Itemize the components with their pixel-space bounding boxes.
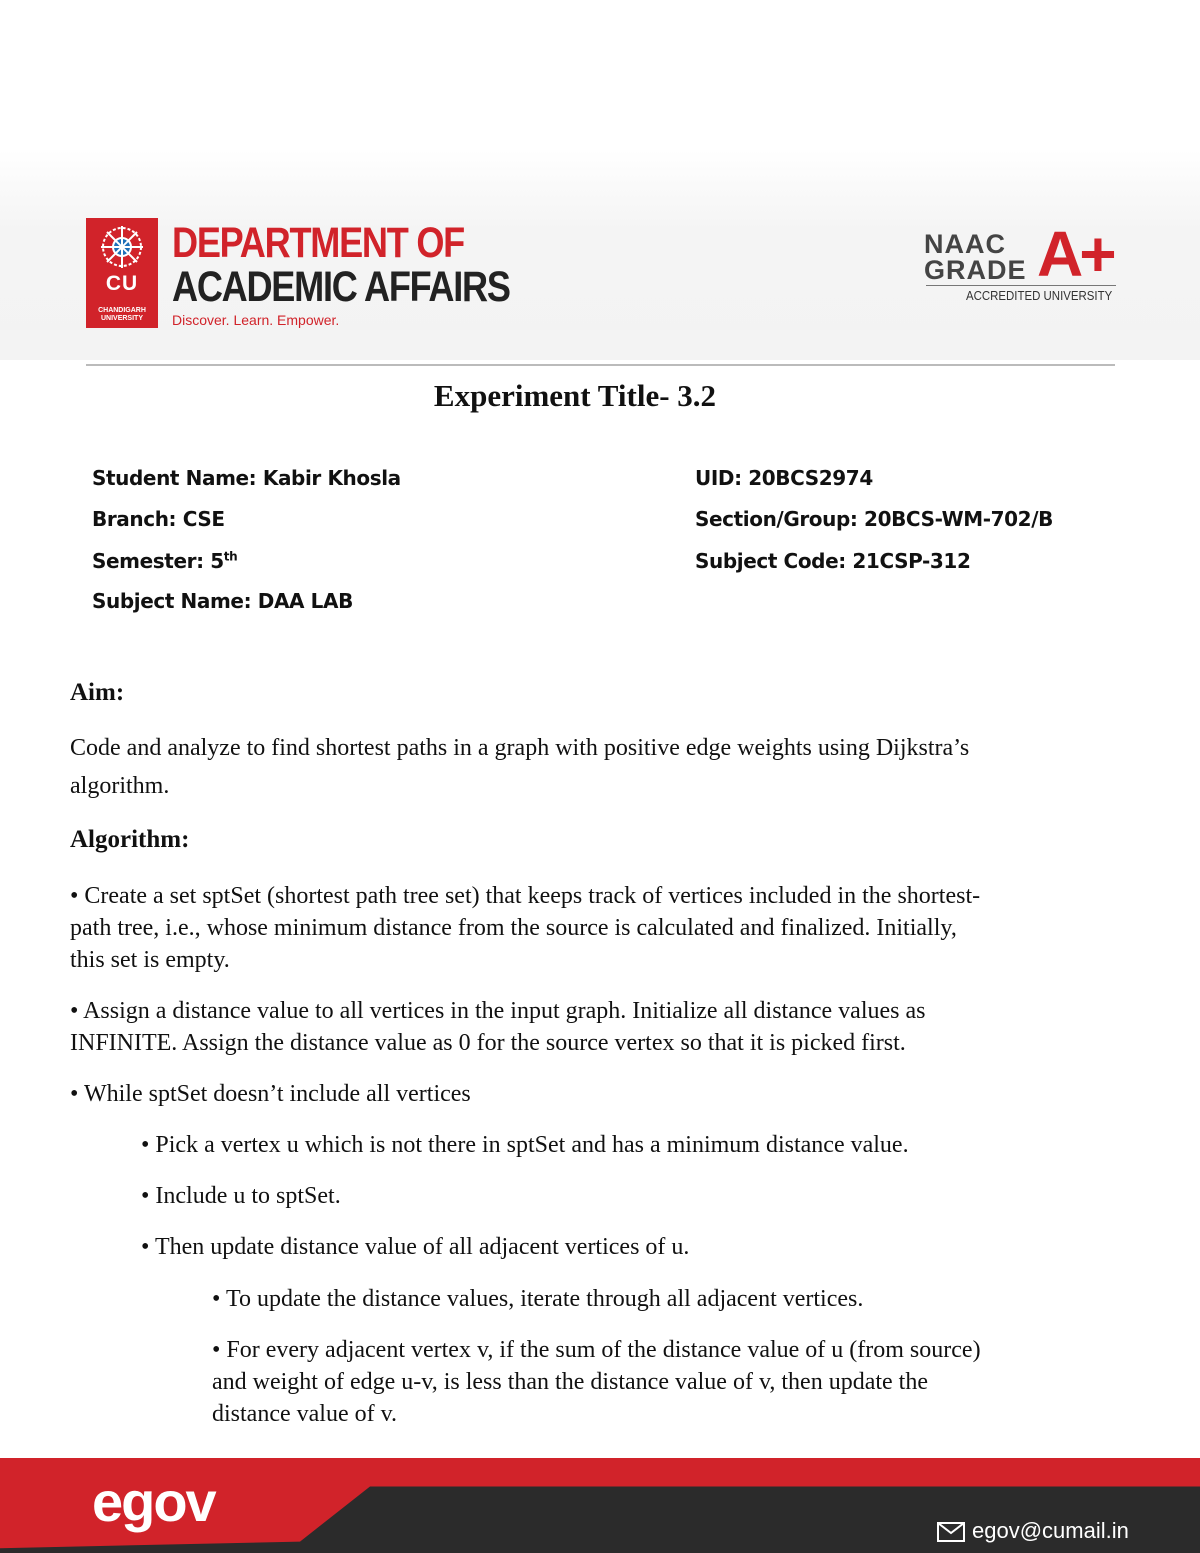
naac-grade-label: GRADE [924,255,1027,285]
student-uid: UID: 20BCS2974 [695,466,873,490]
naac-divider [926,285,1116,286]
student-branch: Branch: CSE [92,507,225,531]
aim-heading: Aim: [70,679,125,706]
algorithm-substep-2: • Include u to sptSet. [141,1183,341,1209]
algorithm-substep-3: • Then update distance value of all adjacent vertices of u. [141,1234,690,1260]
experiment-title: Experiment Title- 3.2 [433,378,717,413]
footer-email[interactable]: egov@cumail.in [972,1518,1129,1543]
university-logo [86,218,158,328]
algorithm-substep-1: • Pick a vertex u which is not there in sptSet and has a minimum distance value. [141,1132,909,1158]
logo-cu-text: CU [105,272,139,295]
algorithm-heading: Algorithm: [70,826,190,853]
student-semester [92,549,237,573]
algorithm-detail-2-line-2: and weight of edge u-v, is less than the distance value of v, then update the [212,1369,929,1395]
naac-grade-value: A+ [1037,218,1113,290]
logo-university-text: CHANDIGARH UNIVERSITY [98,307,146,322]
header-divider [86,364,1115,366]
algorithm-step-1-line-3: this set is empty. [70,947,230,973]
algorithm-step-1-line-2: path tree, i.e., whose minimum distance from the source is calculated and finalized. Initially, [70,915,957,941]
algorithm-detail-1: • To update the distance values, iterate through all adjacent vertices. [212,1286,864,1312]
algorithm-detail-2-line-3: distance value of v. [212,1401,398,1427]
snowflake-emblem-icon [96,224,148,270]
department-tagline: Discover. Learn. Empower. [172,312,340,328]
algorithm-step-2-line-2: INFINITE. Assign the distance value as 0 for the source vertex so that it is picked first. [70,1030,906,1056]
semester-superscript: th [223,549,238,564]
aim-line-2: algorithm. [70,773,170,799]
mail-icon [937,1522,965,1542]
naac-badge [924,218,1119,308]
department-title-line1: DEPARTMENT OF [172,219,464,267]
subject-name: Subject Name: DAA LAB [92,589,353,613]
egov-logo: egov [92,1470,215,1533]
naac-label: NAAC [924,229,1006,259]
department-title-line2: ACADEMIC AFFAIRS [172,263,510,311]
aim-line-1: Code and analyze to find shortest paths in a graph with positive edge weights using Dijkstra’s [70,735,970,761]
algorithm-step-2-line-1: • Assign a distance value to all vertices in the input graph. Initialize all distance values as [70,998,926,1024]
naac-accredited-text: ACCREDITED UNIVERSITY [966,288,1113,303]
subject-code: Subject Code: 21CSP-312 [695,549,971,573]
algorithm-step-1-line-1: • Create a set sptSet (shortest path tree set) that keeps track of vertices included in the shortest- [70,883,981,909]
algorithm-detail-2-line-1: • For every adjacent vertex v, if the sum of the distance value of u (from source) [212,1337,981,1363]
algorithm-step-3: • While sptSet doesn’t include all vertices [70,1081,471,1107]
semester-text: Semester: 5 [92,549,224,573]
student-name: Student Name: Kabir Khosla [92,466,401,490]
student-section: Section/Group: 20BCS-WM-702/B [695,507,1053,531]
